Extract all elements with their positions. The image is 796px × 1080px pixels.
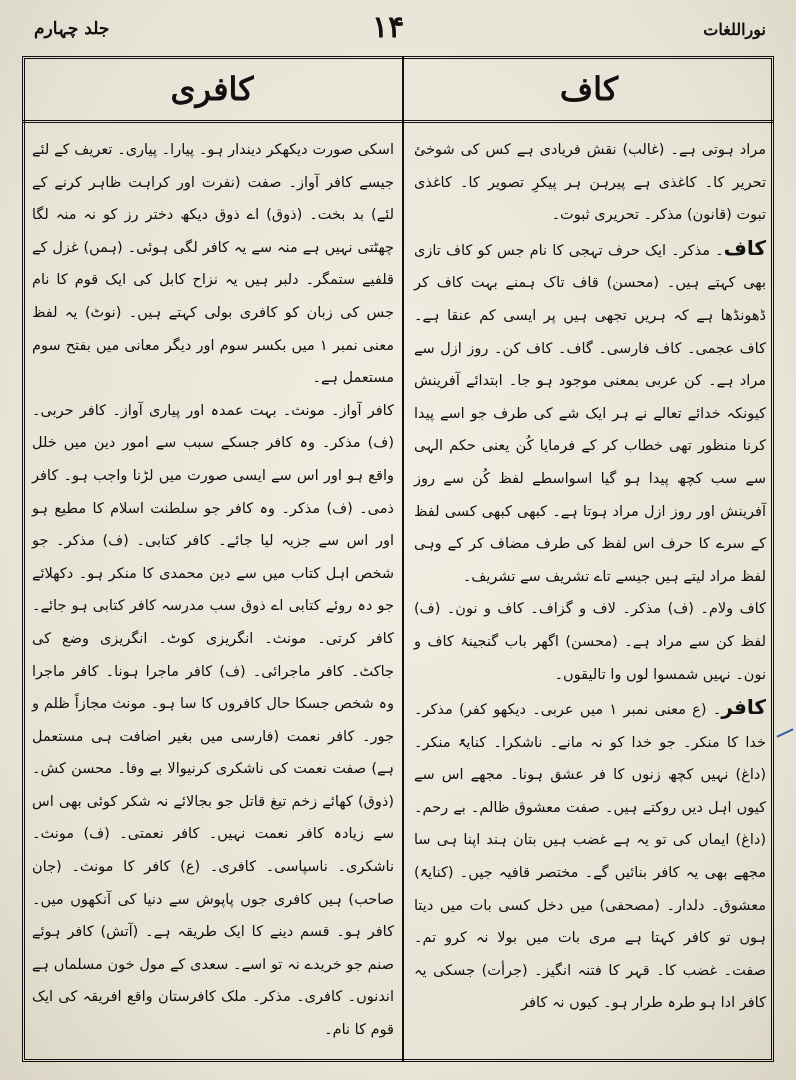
book-title: نوراللغات xyxy=(703,20,766,39)
column-divider xyxy=(402,56,404,1062)
running-head xyxy=(0,6,796,52)
right-column-heading: کاف xyxy=(559,70,619,108)
left-column-text xyxy=(32,134,394,1047)
entry-paragraph xyxy=(32,134,394,395)
heading-rule xyxy=(22,120,774,123)
entry-paragraph xyxy=(32,395,394,1047)
entry-paragraph xyxy=(414,134,766,232)
right-column-text xyxy=(414,134,766,1020)
entry-headword: کاف xyxy=(723,235,766,260)
entry-text: کافر آواز۔ مونث۔ بہت عمدہ اور پیاری آواز۔ کافر حربی۔ (ف) مذکر۔ وہ کافر جسکے سبب سے امور دین میں خلل واقع ہو اور اس سے ایسی صورت میں لڑنا واجب ہو۔ کافر ذمی۔ (ف) مذکر۔ وہ کافر جو سلطنت اسلام کا مطیع ہو اور اس سے جزیہ لیا جائے۔ کافر کتابی۔ (ف) مذکر۔ جو شخص اہل کتاب میں سے دین محمدی کا منکر ہو۔ دکھلائے جو دہ روئے کتابی اے ذوق سب مدرسہ کافر کتابی ہو جائے۔ کافر کرتی۔ مونث۔ انگریزی کوٹ۔ انگریزی وضع کی جاکٹ۔ کافر ماجرائی۔ (ف) کافر ماجرا ہونا۔ کافر ماجرا وہ شخص جسکا حال کافروں کا سا ہو۔ مونث مجازاً ظلم و جور۔ کافر نعمت (فارسی میں بغیر اضافت ہی مستعمل ہے) صفت نعمت کی ناشکری کرنیوالا بے وفا۔ محسن کش۔ (ذوق) کھائے زخم تیغ قاتل جو بجالائے نہ شکر کوئی بھی اس سے زیادہ کافر نعمت نہیں۔ کافر نعمتی۔ (ف) مونث۔ ناشکری۔ ناسپاسی۔ کافری۔ (ع) کافر کا مونث۔ (جان صاحب) ہیں کافری جوں پاپوش سے دنیا کی آنکھوں میں۔ کافر ہو۔ قسم دینے کا ایک طریقہ ہے۔ (آتش) کافر ہوئے صنم جو خریدے نہ تو اسے۔ سعدی کے مول خون مسلماں ہے اندنوں۔ کافری۔ مذکر۔ ملک کافرستان واقع افریقہ کی ایک قوم کا نام۔ xyxy=(32,402,394,1039)
volume-label: جلد چہارم xyxy=(34,19,110,39)
entry-text: مراد ہوتی ہے۔ (غالب) نقش فریادی ہے کس کی شوخیٔ تحریر کا۔ کاغذی ہے پیرہن ہر پیکرِ تصویر کا۔ کاغذی تبوت (قانون) مذکر۔ تحریری ثبوت۔ xyxy=(414,142,766,224)
left-column-heading: کافری xyxy=(170,70,254,108)
entry-headword: کافر xyxy=(721,695,766,720)
entry-paragraph xyxy=(414,691,766,1020)
page-number: ۱۴ xyxy=(372,10,405,45)
entry-text: ۔ مذکر۔ ایک حرف تہجی کا نام جس کو کاف تازی بھی کہتے ہیں۔ (محسن) قاف تاک ہمنے بہت کاف کر ڈھونڈھا ہے کہ ہریں تجھی ہیں پر ایسی کم عنقا ہے۔ کاف عجمی۔ کاف فارسی۔ گاف۔ کاف کن۔ روز ازل سے مراد ہے۔ کن عربی بمعنی موجود ہو جا۔ ابتدائے آفرینش کیونکہ خدائے تعالے نے ہر ایک شے کی طرف جو اسے پیدا کرنا منظور تھی خطاب کر کے فرمایا کُن یعنی حکم الہی سے سب کچھ پیدا ہو گیا اسواسطے لفظ کُن سے روز آفرینش اور روز ازل مراد ہوتا ہے۔ کبھی کبھی کسی لفظ کے سرے کا حرف اس لفظ کی طرف مضاف کر کے وہی لفظ مراد لیتے ہیں جیسے تاے تشریف سے تشریف۔ xyxy=(414,242,766,585)
entry-paragraph xyxy=(414,232,766,594)
entry-text: اسکی صورت دیکھکر دیندار ہو۔ پیارا۔ پیاری۔ تعریف کے لئے جیسے کافر آواز۔ صفت (نفرت اور کراہت ظاہر کرنے کے لئے) بد بخت۔ (ذوق) اے ذوق دیکھ دختر رز کو نہ منہ لگا چھٹتی نہیں ہے منہ سے یہ کافر لگی ہوئی۔ (ہمں) غزل کے قلفیے ستمگر۔ دلبر ہیں یہ نزاح کابل کی ایک قوم کا نام جس کی زبان کو کافری بولی کہتے ہیں۔ (نوٹ) یہ لفظ معنی نمبر ۱ میں بکسر سوم اور دیگر معانی میں بفتح سوم مستعمل ہے۔ xyxy=(32,142,394,387)
entry-text: کاف ولام۔ (ف) مذکر۔ لاف و گزاف۔ کاف و نون۔ (ف) لفظ کن سے مراد ہے۔ (محسن) اگھر باب گنجینۂ کاف و نون۔ نہیں شمسوا لوں وا تالیقوں۔ xyxy=(414,601,766,683)
entry-text: ۔ (ع معنی نمبر ۱ میں عربی۔ دیکھو کفر) مذکر۔ خدا کا منکر۔ جو خدا کو نہ مانے۔ ناشکرا۔ کنایۃً منکر۔ (داغ) نہیں کچھ زنوں کا فر عشق ہونا۔ مجھے اس سے کیوں اہل دیں روکتے ہیں۔ صفت معشوق ظالم۔ بے رحم۔ (داغ) ایماں کی تو یہ ہے غضب ہیں بتان ہند اپنا ہی سا مجھے بھی یہ کافر بنائیں گے۔ مختصر قافیہ جیں۔ (کنایۃً) معشوق۔ دلدار۔ (مصحفی) میں دخل کسی بات میں دیتا ہوں تو کافر کہتا ہے مری بات میں بولا نہ کرو تم۔ صفت۔ غضب کا۔ قہر کا فتنہ انگیز۔ (جرأت) جسکی یہ کافر ادا ہو طرہ طرار ہو۔ کیوں نہ کافر xyxy=(414,702,766,1012)
margin-pen-mark xyxy=(776,728,793,737)
entry-paragraph xyxy=(414,593,766,691)
